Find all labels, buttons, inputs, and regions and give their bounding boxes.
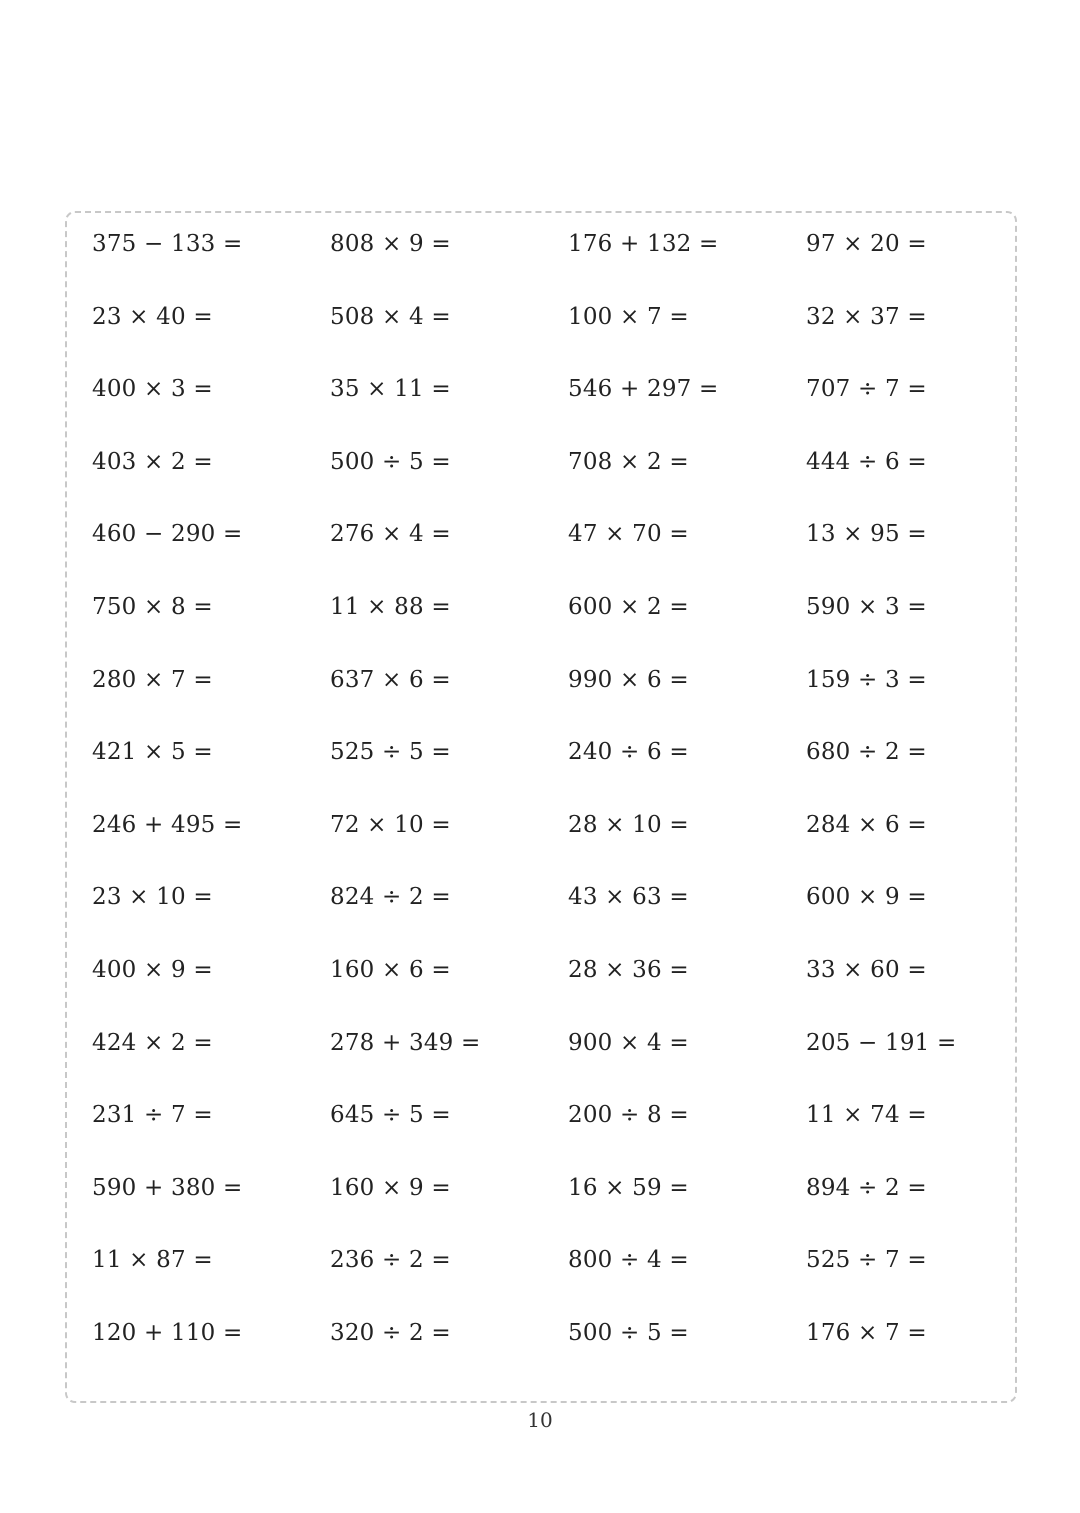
arithmetic-problem: 28 × 36 = — [568, 956, 689, 983]
arithmetic-problem: 708 × 2 = — [568, 448, 689, 475]
arithmetic-problem: 276 × 4 = — [330, 521, 451, 548]
arithmetic-problem: 176 + 132 = — [568, 231, 719, 257]
arithmetic-problem: 176 × 7 = — [806, 1319, 927, 1346]
arithmetic-problem: 159 ÷ 3 = — [806, 666, 927, 693]
arithmetic-problem: 28 × 10 = — [568, 811, 689, 838]
arithmetic-problem: 11 × 87 = — [92, 1247, 213, 1274]
arithmetic-problem: 35 × 11 = — [330, 376, 451, 403]
arithmetic-problem: 160 × 6 = — [330, 956, 451, 983]
arithmetic-problem: 894 ÷ 2 = — [806, 1174, 927, 1201]
arithmetic-problem: 16 × 59 = — [568, 1174, 689, 1201]
arithmetic-problem: 320 ÷ 2 = — [330, 1319, 451, 1346]
arithmetic-problem: 100 × 7 = — [568, 303, 689, 330]
arithmetic-problem: 444 ÷ 6 = — [806, 448, 927, 475]
arithmetic-problem: 23 × 10 = — [92, 884, 213, 911]
arithmetic-problem: 900 × 4 = — [568, 1029, 689, 1056]
arithmetic-problem: 11 × 88 = — [330, 593, 451, 620]
arithmetic-problem: 525 ÷ 5 = — [330, 739, 451, 766]
arithmetic-problem: 43 × 63 = — [568, 884, 689, 911]
arithmetic-problem: 750 × 8 = — [92, 593, 213, 620]
arithmetic-problem: 72 × 10 = — [330, 811, 451, 838]
arithmetic-problem: 11 × 74 = — [806, 1102, 927, 1129]
arithmetic-problem: 23 × 40 = — [92, 303, 213, 330]
arithmetic-problem: 824 ÷ 2 = — [330, 884, 451, 911]
arithmetic-problem: 500 ÷ 5 = — [568, 1319, 689, 1346]
arithmetic-problem: 13 × 95 = — [806, 521, 927, 548]
arithmetic-problem: 97 × 20 = — [806, 231, 927, 257]
arithmetic-problem: 590 + 380 = — [92, 1174, 243, 1201]
arithmetic-problem: 246 + 495 = — [92, 811, 243, 838]
arithmetic-problem: 280 × 7 = — [92, 666, 213, 693]
arithmetic-problem: 500 ÷ 5 = — [330, 448, 451, 475]
arithmetic-problem: 284 × 6 = — [806, 811, 927, 838]
arithmetic-problem: 200 ÷ 8 = — [568, 1102, 689, 1129]
arithmetic-problem: 231 ÷ 7 = — [92, 1102, 213, 1129]
arithmetic-problem: 808 × 9 = — [330, 231, 451, 257]
page-number: 10 — [527, 1408, 553, 1432]
arithmetic-problem: 32 × 37 = — [806, 303, 927, 330]
arithmetic-problem: 400 × 3 = — [92, 376, 213, 403]
arithmetic-problem: 590 × 3 = — [806, 593, 927, 620]
arithmetic-problem: 236 ÷ 2 = — [330, 1247, 451, 1274]
arithmetic-problem: 421 × 5 = — [92, 739, 213, 766]
arithmetic-problem: 637 × 6 = — [330, 666, 451, 693]
arithmetic-problem: 278 + 349 = — [330, 1029, 481, 1056]
problem-grid — [92, 214, 1012, 1376]
arithmetic-problem: 645 ÷ 5 = — [330, 1102, 451, 1129]
arithmetic-problem: 680 ÷ 2 = — [806, 739, 927, 766]
arithmetic-problem: 375 − 133 = — [92, 231, 243, 257]
arithmetic-problem: 707 ÷ 7 = — [806, 376, 927, 403]
arithmetic-problem: 508 × 4 = — [330, 303, 451, 330]
arithmetic-problem: 205 − 191 = — [806, 1029, 957, 1056]
arithmetic-problem: 600 × 9 = — [806, 884, 927, 911]
arithmetic-problem: 600 × 2 = — [568, 593, 689, 620]
arithmetic-problem: 240 ÷ 6 = — [568, 739, 689, 766]
arithmetic-problem: 400 × 9 = — [92, 956, 213, 983]
arithmetic-problem: 33 × 60 = — [806, 956, 927, 983]
arithmetic-problem: 460 − 290 = — [92, 521, 243, 548]
arithmetic-problem: 120 + 110 = — [92, 1319, 243, 1346]
arithmetic-problem: 47 × 70 = — [568, 521, 689, 548]
arithmetic-problem: 403 × 2 = — [92, 448, 213, 475]
arithmetic-problem: 424 × 2 = — [92, 1029, 213, 1056]
arithmetic-problem: 546 + 297 = — [568, 376, 719, 403]
arithmetic-problem: 525 ÷ 7 = — [806, 1247, 927, 1274]
arithmetic-problem: 800 ÷ 4 = — [568, 1247, 689, 1274]
arithmetic-problem: 990 × 6 = — [568, 666, 689, 693]
arithmetic-problem: 160 × 9 = — [330, 1174, 451, 1201]
